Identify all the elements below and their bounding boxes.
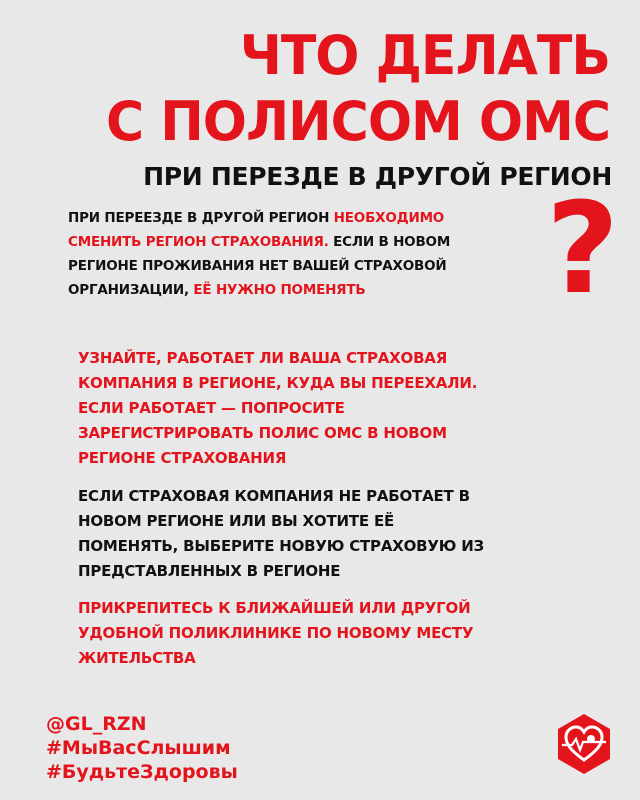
step-1-line: КОМПАНИЯ В РЕГИОНЕ, КУДА ВЫ ПЕРЕЕХАЛИ. xyxy=(78,374,478,392)
step-1-line: ЕСЛИ РАБОТАЕТ — ПОПРОСИТЕ xyxy=(78,399,345,417)
hashtags xyxy=(46,712,238,784)
step-1-line: ЗАРЕГИСТРИРОВАТЬ ПОЛИС ОМС В НОВОМ xyxy=(78,424,447,442)
step-3-line: ЖИТЕЛЬСТВА xyxy=(78,649,196,667)
step-1 xyxy=(78,346,477,471)
intro-line-1-red: НЕОБХОДИМО xyxy=(333,210,445,226)
intro-line-2-red: СМЕНИТЬ РЕГИОН СТРАХОВАНИЯ. xyxy=(68,234,329,250)
intro-line-2-black: ЕСЛИ В НОВОМ xyxy=(328,234,451,250)
step-3-line: УДОБНОЙ ПОЛИКЛИНИКЕ ПО НОВОМУ МЕСТУ xyxy=(78,624,474,642)
step-1-line: УЗНАЙТЕ, РАБОТАЕТ ЛИ ВАША СТРАХОВАЯ xyxy=(78,349,448,367)
handle-link[interactable]: @GL_RZN xyxy=(46,713,147,735)
step-3-line: ПРИКРЕПИТЕСЬ К БЛИЖАЙШЕЙ ИЛИ ДРУГОЙ xyxy=(78,599,471,617)
intro-line-4 xyxy=(68,278,450,302)
step-2 xyxy=(78,484,484,584)
health-logo-icon xyxy=(552,712,616,776)
intro-text xyxy=(68,206,450,302)
intro-line-3: РЕГИОНЕ ПРОЖИВАНИЯ НЕТ ВАШЕЙ СТРАХОВОЙ xyxy=(68,258,447,274)
page-subtitle: ПРИ ПЕРЕЗДЕ В ДРУГОЙ РЕГИОН xyxy=(143,162,612,191)
hashtag-link[interactable]: #БудьтеЗдоровы xyxy=(46,761,238,783)
step-2-line: ПРЕДСТАВЛЕННЫХ В РЕГИОНЕ xyxy=(78,562,341,580)
page-title-line2: С ПОЛИСОМ ОМС xyxy=(105,90,610,154)
step-1-line: РЕГИОНЕ СТРАХОВАНИЯ xyxy=(78,449,287,467)
step-2-line: ПОМЕНЯТЬ, ВЫБЕРИТЕ НОВУЮ СТРАХОВУЮ ИЗ xyxy=(78,537,485,555)
intro-line-4-red: ЕЁ НУЖНО ПОМЕНЯТЬ xyxy=(193,282,366,298)
step-3 xyxy=(78,596,473,671)
step-2-line: ЕСЛИ СТРАХОВАЯ КОМПАНИЯ НЕ РАБОТАЕТ В xyxy=(78,487,470,505)
page-title-line1: ЧТО ДЕЛАТЬ xyxy=(239,24,610,88)
question-mark-icon: ? xyxy=(546,175,620,322)
intro-line-1-black: ПРИ ПЕРЕЕЗДЕ В ДРУГОЙ РЕГИОН xyxy=(68,210,334,226)
intro-line-1 xyxy=(68,206,450,230)
step-2-line: НОВОМ РЕГИОНЕ ИЛИ ВЫ ХОТИТЕ ЕЁ xyxy=(78,512,395,530)
hashtag-link[interactable]: #МыВасСлышим xyxy=(46,737,231,759)
intro-line-2 xyxy=(68,230,450,254)
intro-line-4-black: ОРГАНИЗАЦИИ, xyxy=(68,282,194,298)
